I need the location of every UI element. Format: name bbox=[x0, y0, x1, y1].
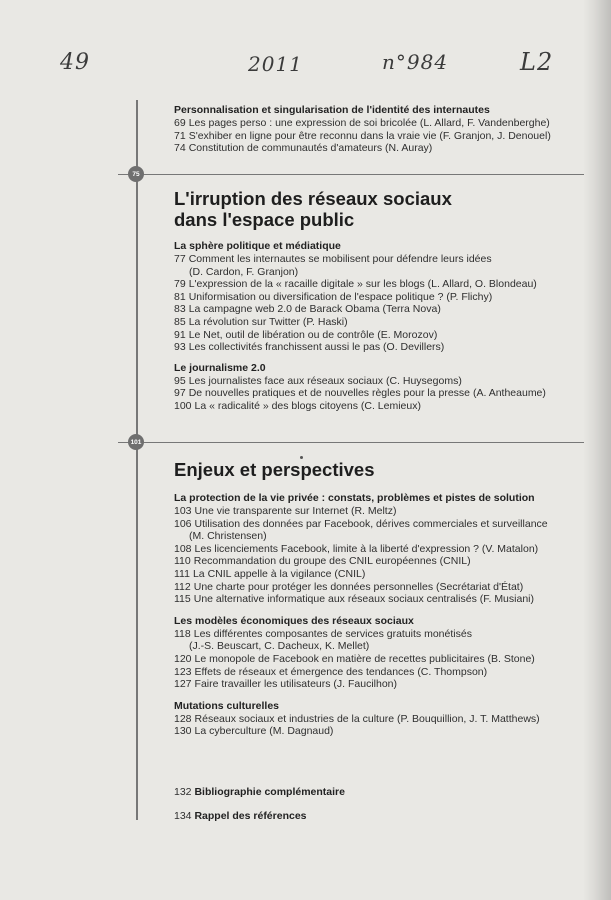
page-number: 91 bbox=[174, 328, 186, 341]
toc-entry bbox=[174, 678, 594, 691]
page-number: 132 bbox=[174, 786, 192, 798]
entry-text: La campagne web 2.0 de Barack Obama (Terra Nova) bbox=[188, 303, 441, 316]
toc-entry bbox=[174, 713, 594, 726]
entry-text: Recommandation du groupe des CNIL européennes (CNIL) bbox=[193, 555, 471, 568]
page-badge: 75 bbox=[128, 166, 144, 182]
toc-entry bbox=[174, 142, 594, 155]
toc-entry bbox=[174, 518, 594, 531]
toc-entry bbox=[174, 568, 594, 581]
entry-text: La CNIL appelle à la vigilance (CNIL) bbox=[192, 567, 366, 580]
toc-entry bbox=[174, 653, 594, 666]
entry-text: Comment les internautes se mobilisent pour défendre leurs idées bbox=[188, 253, 492, 265]
divider-line bbox=[118, 174, 584, 175]
section-title: L'irruption des réseaux sociaux bbox=[174, 188, 452, 209]
subheading: La sphère politique et médiatique bbox=[174, 240, 341, 252]
entry-text: Réseaux sociaux et industries de la culture (P. Bouquillion, J. T. Matthews) bbox=[194, 712, 540, 725]
entry-text: Les journalistes face aux réseaux sociaux (C. Huysegoms) bbox=[188, 374, 462, 387]
subheading: Mutations culturelles bbox=[174, 699, 280, 712]
toc-entry bbox=[174, 303, 594, 316]
toc-entry bbox=[174, 725, 594, 738]
section-identity bbox=[174, 104, 594, 155]
entry-text: La « radicalité » des blogs citoyens (C. Lemieux) bbox=[194, 399, 421, 412]
entry-text: Le monopole de Facebook en matière de recettes publicitaires (B. Stone) bbox=[194, 652, 535, 665]
vertical-rule bbox=[136, 100, 138, 820]
page-number: 128 bbox=[174, 712, 192, 725]
toc-entry-references bbox=[174, 810, 307, 822]
toc-entry bbox=[174, 628, 594, 641]
subheading: La protection de la vie privée : constats, problèmes et pistes de solution bbox=[174, 492, 535, 504]
page-number: 118 bbox=[174, 627, 191, 640]
entry-text: Une charte pour protéger les données personnelles (Secrétariat d'État) bbox=[193, 580, 524, 593]
page-number: 127 bbox=[174, 678, 192, 691]
entry-text: La révolution sur Twitter (P. Haski) bbox=[188, 315, 348, 328]
page-number: 103 bbox=[174, 505, 192, 517]
entry-text: Une alternative informatique aux réseaux sociaux centralisés (F. Musiani) bbox=[193, 593, 534, 606]
section-title-line2: dans l'espace public bbox=[174, 209, 355, 230]
entry-text: Les pages perso : une expression de soi bricolée (L. Allard, F. Vandenberghe) bbox=[188, 117, 550, 129]
toc-entry bbox=[174, 329, 594, 342]
toc-entry bbox=[174, 555, 594, 568]
toc-entry bbox=[174, 130, 594, 143]
entry-text: Rappel des références bbox=[194, 810, 307, 822]
subheading: Personnalisation et singularisation de l'identité des internautes bbox=[174, 104, 490, 116]
toc-entry bbox=[174, 316, 594, 329]
page-number: 111 bbox=[174, 567, 190, 580]
entry-text: Bibliographie complémentaire bbox=[194, 786, 345, 798]
page-number: 77 bbox=[174, 253, 186, 265]
entry-text: Une vie transparente sur Internet (R. Meltz) bbox=[194, 505, 397, 517]
page-number: 71 bbox=[174, 129, 186, 142]
toc-entry bbox=[174, 117, 594, 130]
entry-text: Les différentes composantes de services gratuits monétisés bbox=[193, 627, 472, 640]
page-badge: 101 bbox=[128, 434, 144, 450]
toc-entry bbox=[174, 375, 594, 388]
toc-entry bbox=[174, 543, 594, 556]
page-number: 134 bbox=[174, 810, 192, 822]
page-number: 108 bbox=[174, 542, 192, 555]
page-number: 106 bbox=[174, 517, 192, 530]
handwritten-right: L2 bbox=[520, 48, 554, 76]
toc-entry bbox=[174, 291, 594, 304]
entry-text: Constitution de communautés d'amateurs (N. Auray) bbox=[188, 142, 433, 155]
entry-text: Les collectivités franchissent aussi le pas (O. Devillers) bbox=[188, 341, 445, 354]
page-number: 100 bbox=[174, 399, 192, 412]
toc-entry bbox=[174, 253, 594, 266]
page-number: 120 bbox=[174, 652, 192, 665]
page-number: 130 bbox=[174, 725, 192, 738]
entry-text: Faire travailler les utilisateurs (J. Faucilhon) bbox=[194, 678, 398, 691]
page-number: 81 bbox=[174, 290, 186, 303]
entry-text: Uniformisation ou diversification de l'espace politique ? (P. Flichy) bbox=[188, 290, 493, 303]
page-number: 97 bbox=[174, 387, 186, 400]
toc-entry bbox=[174, 505, 594, 518]
page-number: 115 bbox=[174, 593, 191, 606]
handwritten-left: 49 bbox=[60, 50, 90, 75]
entry-text: Le Net, outil de libération ou de contrôle (E. Morozov) bbox=[188, 328, 438, 341]
section-title: Enjeux et perspectives bbox=[174, 459, 375, 480]
divider-line bbox=[118, 442, 584, 443]
page-number: 95 bbox=[174, 374, 186, 387]
toc-entry-bibliography bbox=[174, 786, 345, 798]
entry-text: Les licenciements Facebook, limite à la liberté d'expression ? (V. Matalon) bbox=[194, 542, 539, 555]
toc-entry bbox=[174, 341, 594, 354]
entry-continuation: (M. Christensen) bbox=[189, 530, 267, 543]
section-public-space bbox=[174, 188, 594, 413]
entry-text: L'expression de la « racaille digitale » sur les blogs (L. Allard, O. Blondeau) bbox=[188, 278, 537, 291]
section-stakes bbox=[174, 459, 594, 738]
page-number: 123 bbox=[174, 665, 192, 678]
entry-text: De nouvelles pratiques et de nouvelles règles pour la presse (A. Antheaume) bbox=[188, 387, 546, 400]
toc-entry bbox=[174, 581, 594, 594]
page-number: 93 bbox=[174, 341, 186, 354]
page-number: 83 bbox=[174, 303, 186, 316]
handwritten-year: 2011 bbox=[248, 52, 303, 76]
toc-entry bbox=[174, 278, 594, 291]
page-number: 79 bbox=[174, 278, 186, 291]
toc-entry bbox=[174, 593, 594, 606]
page-number: 112 bbox=[174, 580, 191, 593]
page-edge-shadow bbox=[583, 0, 611, 900]
page-number: 74 bbox=[174, 142, 186, 155]
toc-entry bbox=[174, 666, 594, 679]
entry-text: S'exhiber en ligne pour être reconnu dans la vraie vie (F. Granjon, J. Denouel) bbox=[188, 129, 551, 142]
subheading: Le journalisme 2.0 bbox=[174, 361, 266, 374]
subheading: Les modèles économiques des réseaux sociaux bbox=[174, 614, 414, 627]
page-number: 85 bbox=[174, 315, 186, 328]
toc-entry bbox=[174, 387, 594, 400]
page-number: 110 bbox=[174, 555, 191, 568]
entry-text: Utilisation des données par Facebook, dérives commerciales et surveillance bbox=[194, 517, 548, 530]
page-number: 69 bbox=[174, 117, 186, 129]
handwritten-number: n°984 bbox=[382, 50, 449, 74]
entry-text: Effets de réseaux et émergence des tendances (C. Thompson) bbox=[194, 665, 488, 678]
entry-text: La cyberculture (M. Dagnaud) bbox=[194, 725, 334, 738]
entry-continuation: (D. Cardon, F. Granjon) bbox=[189, 265, 299, 278]
toc-entry bbox=[174, 400, 594, 413]
entry-continuation: (J.-S. Beuscart, C. Dacheux, K. Mellet) bbox=[189, 640, 370, 653]
